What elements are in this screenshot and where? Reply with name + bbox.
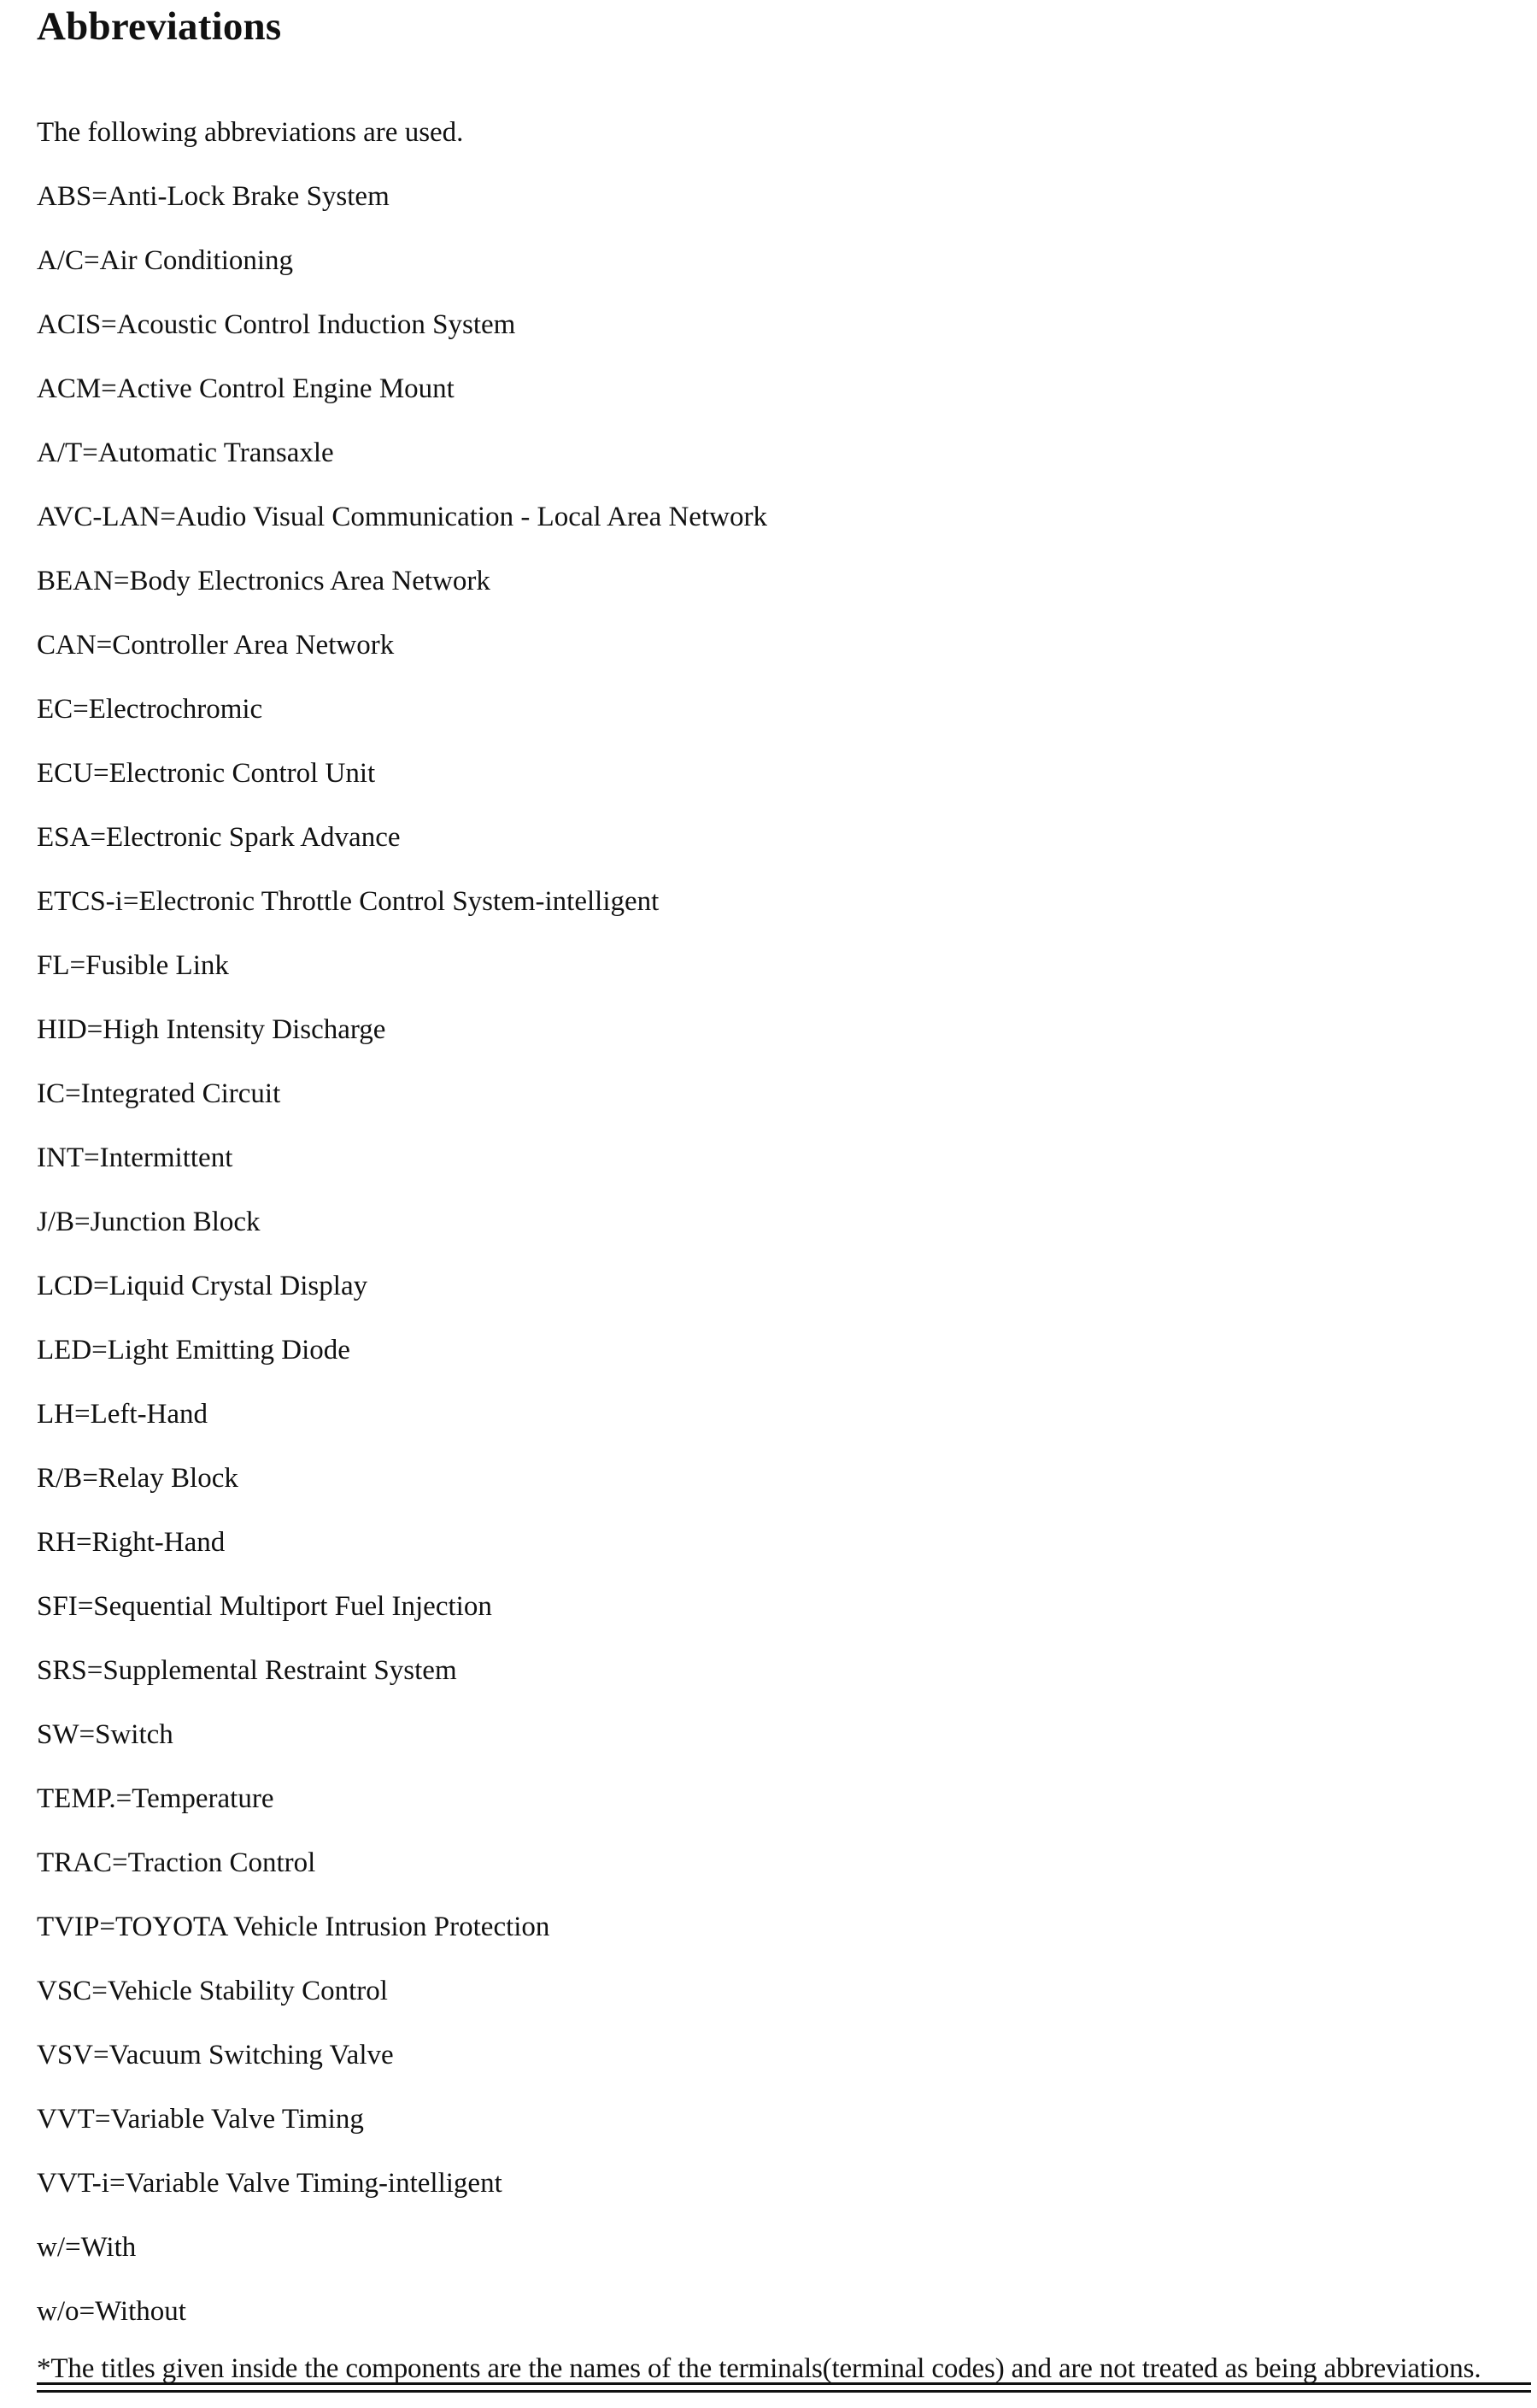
abbreviation-list <box>37 175 767 2354</box>
abbreviation-item: LH=Left-Hand <box>37 1399 208 1430</box>
abbreviation-item: RH=Right-Hand <box>37 1527 226 1558</box>
abbreviation-item: VSC=Vehicle Stability Control <box>37 1976 388 2006</box>
abbreviation-item: w/o=Without <box>37 2296 186 2327</box>
abbreviation-item: ECU=Electronic Control Unit <box>37 758 376 789</box>
abbreviation-item: ACM=Active Control Engine Mount <box>37 373 455 404</box>
abbreviation-item: SRS=Supplemental Restraint System <box>37 1655 457 1686</box>
abbreviation-item: EC=Electrochromic <box>37 694 263 725</box>
abbreviation-item: LED=Light Emitting Diode <box>37 1335 350 1366</box>
abbreviation-item: A/C=Air Conditioning <box>37 245 294 276</box>
abbreviation-item: w/=With <box>37 2232 137 2263</box>
abbreviation-item: J/B=Junction Block <box>37 1207 261 1237</box>
abbreviation-item: ACIS=Acoustic Control Induction System <box>37 309 516 340</box>
abbreviation-item: FL=Fusible Link <box>37 950 229 981</box>
abbreviation-item: ESA=Electronic Spark Advance <box>37 822 401 853</box>
abbreviation-item: R/B=Relay Block <box>37 1463 238 1494</box>
abbreviation-item: CAN=Controller Area Network <box>37 630 395 661</box>
abbreviation-item: TEMP.=Temperature <box>37 1783 274 1814</box>
abbreviation-item: A/T=Automatic Transaxle <box>37 438 334 468</box>
abbreviation-item: AVC-LAN=Audio Visual Communication - Local Area Network <box>37 502 767 532</box>
page-title: Abbreviations <box>37 4 282 49</box>
footnote-underline <box>37 2382 1531 2385</box>
abbreviation-item: BEAN=Body Electronics Area Network <box>37 566 490 596</box>
footnote: *The titles given inside the components are the names of the terminals(terminal codes) and are not treated as being abbreviations. <box>37 2353 1481 2384</box>
abbreviation-item: ETCS-i=Electronic Throttle Control System-intelligent <box>37 886 660 917</box>
abbreviation-item: SW=Switch <box>37 1719 173 1750</box>
abbreviation-item: TRAC=Traction Control <box>37 1847 316 1878</box>
abbreviation-item: INT=Intermittent <box>37 1142 233 1173</box>
intro-text: The following abbreviations are used. <box>37 117 464 148</box>
abbreviation-item: SFI=Sequential Multiport Fuel Injection <box>37 1591 492 1622</box>
footnote-double-rule <box>37 2390 1531 2393</box>
abbreviation-item: VVT-i=Variable Valve Timing-intelligent <box>37 2168 502 2199</box>
abbreviation-item: VVT=Variable Valve Timing <box>37 2104 364 2135</box>
abbreviation-item: ABS=Anti-Lock Brake System <box>37 181 390 212</box>
abbreviation-item: HID=High Intensity Discharge <box>37 1014 386 1045</box>
abbreviation-item: IC=Integrated Circuit <box>37 1078 281 1109</box>
abbreviation-item: LCD=Liquid Crystal Display <box>37 1271 368 1301</box>
abbreviation-item: VSV=Vacuum Switching Valve <box>37 2040 394 2070</box>
abbreviation-item: TVIP=TOYOTA Vehicle Intrusion Protection <box>37 1912 550 1942</box>
